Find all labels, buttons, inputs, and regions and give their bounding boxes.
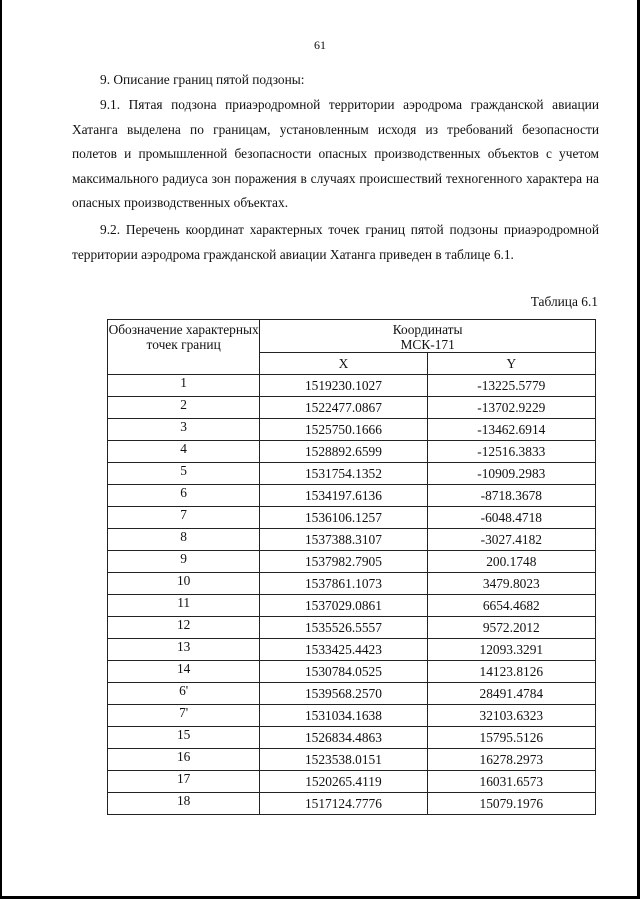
x-coordinate-cell: 1530784.0525	[260, 661, 427, 683]
x-coordinate-cell: 1537388.3107	[260, 529, 427, 551]
y-coordinate-cell: -8718.3678	[427, 485, 595, 507]
x-coordinate-cell: 1537982.7905	[260, 551, 427, 573]
point-id-cell: 8	[108, 529, 260, 551]
point-id-cell: 4	[108, 441, 260, 463]
table-body	[108, 375, 596, 815]
x-coordinate-cell: 1537029.0861	[260, 595, 427, 617]
point-id-cell: 9	[108, 551, 260, 573]
x-coordinate-cell: 1536106.1257	[260, 507, 427, 529]
y-coordinate-cell: 14123.8126	[427, 661, 595, 683]
table-row	[108, 463, 596, 485]
x-coordinate-cell: 1539568.2570	[260, 683, 427, 705]
y-coordinate-cell: 12093.3291	[427, 639, 595, 661]
section-heading: 9. Описание границ пятой подзоны:	[100, 72, 305, 87]
y-coordinate-cell: 9572.2012	[427, 617, 595, 639]
table-row	[108, 507, 596, 529]
table-row	[108, 639, 596, 661]
point-id-cell: 1	[108, 375, 260, 397]
table-row	[108, 595, 596, 617]
x-coordinate-cell: 1522477.0867	[260, 397, 427, 419]
table-row	[108, 771, 596, 793]
table-row	[108, 419, 596, 441]
point-id-cell: 7'	[108, 705, 260, 727]
table-row	[108, 727, 596, 749]
table-row	[108, 529, 596, 551]
point-id-cell: 18	[108, 793, 260, 815]
coordinates-header-system: МСК-171	[400, 337, 455, 352]
point-id-cell: 6'	[108, 683, 260, 705]
page-number: 61	[314, 38, 326, 52]
x-coordinate-cell: 1537861.1073	[260, 573, 427, 595]
point-id-cell: 15	[108, 727, 260, 749]
x-coordinate-cell: 1525750.1666	[260, 419, 427, 441]
y-coordinate-cell: 28491.4784	[427, 683, 595, 705]
table-row	[108, 617, 596, 639]
table-row	[108, 573, 596, 595]
point-id-cell: 5	[108, 463, 260, 485]
y-coordinate-cell: -3027.4182	[427, 529, 595, 551]
paragraph-9-1: 9.1. Пятая подзона приаэродромной территории аэродрома гражданской авиации Хатанга выделена по границам, установленным исходя из требований безопасности полетов и промышленной безопасности опасных производственных объектов с учетом максимального радиуса зон поражения в случаях происшествий техногенного характера на опасных производственных объектах.	[72, 97, 599, 210]
y-coordinate-cell: 16031.6573	[427, 771, 595, 793]
x-coordinate-cell: 1535526.5557	[260, 617, 427, 639]
table-row	[108, 683, 596, 705]
paragraph-9-2: 9.2. Перечень координат характерных точек границ пятой подзоны приаэродромной территории аэродрома гражданской авиации Хатанга приведен в таблице 6.1.	[72, 222, 599, 262]
x-coordinate-cell: 1531754.1352	[260, 463, 427, 485]
point-id-cell: 13	[108, 639, 260, 661]
table-row	[108, 705, 596, 727]
x-header: X	[260, 353, 427, 375]
point-id-cell: 2	[108, 397, 260, 419]
x-coordinate-cell: 1533425.4423	[260, 639, 427, 661]
x-coordinate-cell: 1520265.4119	[260, 771, 427, 793]
point-id-cell: 6	[108, 485, 260, 507]
y-header: Y	[427, 353, 595, 375]
table-row	[108, 397, 596, 419]
point-id-cell: 3	[108, 419, 260, 441]
y-coordinate-cell: -13225.5779	[427, 375, 595, 397]
point-id-cell: 17	[108, 771, 260, 793]
y-coordinate-cell: 6654.4682	[427, 595, 595, 617]
y-coordinate-cell: -10909.2983	[427, 463, 595, 485]
y-coordinate-cell: 32103.6323	[427, 705, 595, 727]
y-coordinate-cell: 15795.5126	[427, 727, 595, 749]
point-id-cell: 10	[108, 573, 260, 595]
y-coordinate-cell: 16278.2973	[427, 749, 595, 771]
page-border-left	[0, 0, 2, 899]
point-id-cell: 16	[108, 749, 260, 771]
x-coordinate-cell: 1528892.6599	[260, 441, 427, 463]
coordinates-header	[260, 320, 596, 353]
table-row	[108, 551, 596, 573]
x-coordinate-cell: 1523538.0151	[260, 749, 427, 771]
point-id-cell: 12	[108, 617, 260, 639]
y-coordinate-cell: 15079.1976	[427, 793, 595, 815]
x-coordinate-cell: 1517124.7776	[260, 793, 427, 815]
table-row	[108, 749, 596, 771]
coordinates-header-title: Координаты	[392, 322, 463, 337]
table-caption: Таблица 6.1	[530, 294, 598, 309]
point-id-cell: 11	[108, 595, 260, 617]
table-row	[108, 793, 596, 815]
point-id-cell: 14	[108, 661, 260, 683]
y-coordinate-cell: 200.1748	[427, 551, 595, 573]
x-coordinate-cell: 1519230.1027	[260, 375, 427, 397]
y-coordinate-cell: -13462.6914	[427, 419, 595, 441]
table-row	[108, 661, 596, 683]
y-coordinate-cell: -6048.4718	[427, 507, 595, 529]
y-coordinate-cell: -12516.3833	[427, 441, 595, 463]
y-coordinate-cell: 3479.8023	[427, 573, 595, 595]
table-row	[108, 441, 596, 463]
point-designation-header: Обозначение характерных точек границ	[108, 320, 260, 375]
y-coordinate-cell: -13702.9229	[427, 397, 595, 419]
x-coordinate-cell: 1534197.6136	[260, 485, 427, 507]
table-row	[108, 485, 596, 507]
point-id-cell: 7	[108, 507, 260, 529]
x-coordinate-cell: 1531034.1638	[260, 705, 427, 727]
x-coordinate-cell: 1526834.4863	[260, 727, 427, 749]
table-row	[108, 375, 596, 397]
coordinates-table	[107, 319, 596, 815]
